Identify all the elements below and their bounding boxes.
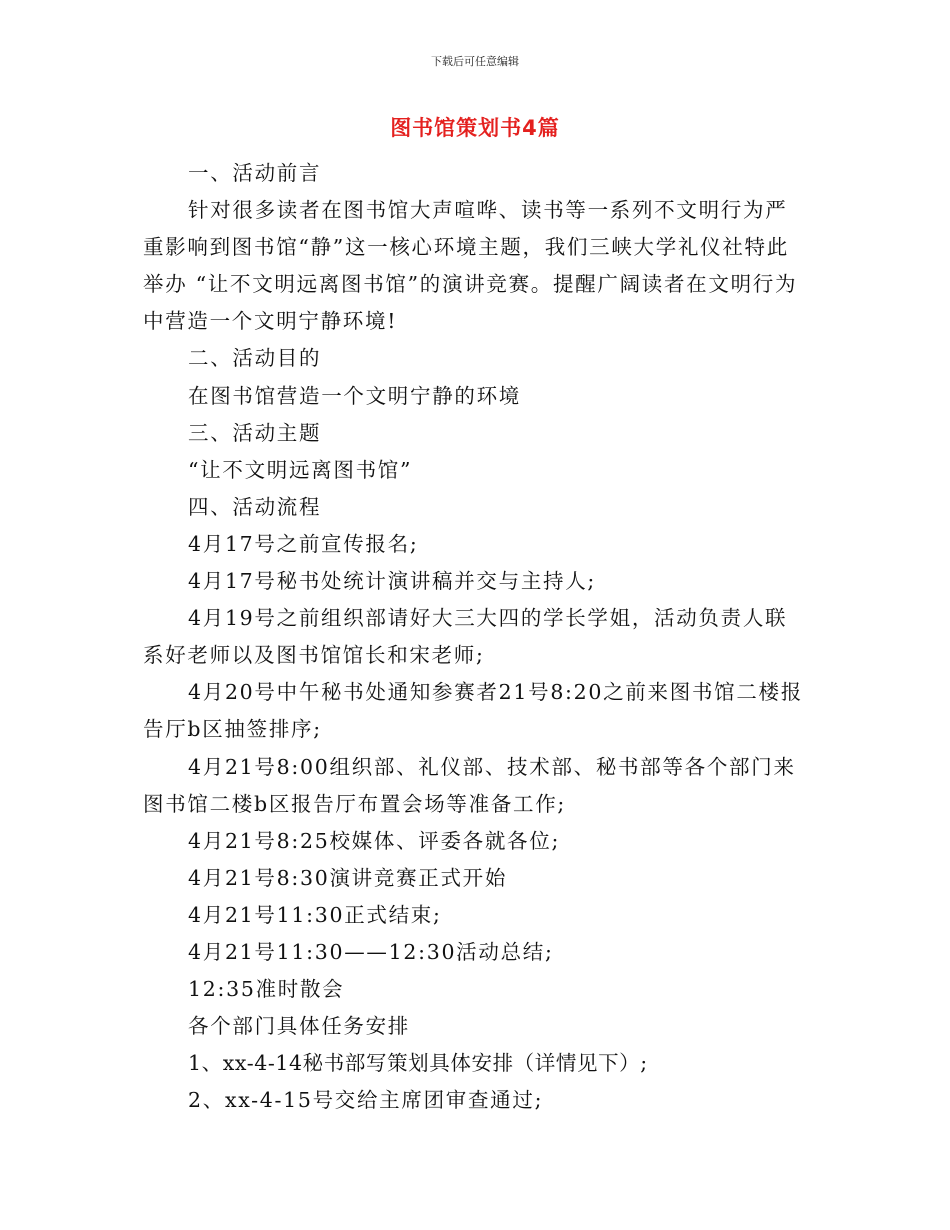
process-item: 12:35准时散会 <box>188 977 345 1002</box>
task-item: 1、xx-4-14秘书部写策划具体安排（详情见下）; <box>188 1051 648 1076</box>
theme-paragraph: “让不文明远离图书馆” <box>188 457 413 482</box>
section-heading-tasks: 各个部门具体任务安排 <box>188 1014 410 1039</box>
process-item: 4月17号秘书处统计演讲稿并交与主持人; <box>188 569 597 594</box>
process-item: 4月21号11:30正式结束; <box>188 902 442 927</box>
section-heading-process: 四、活动流程 <box>188 494 322 519</box>
process-item: 4月21号8:25校媒体、评委各就各位; <box>188 828 561 853</box>
process-item: 4月19号之前组织部请好大三大四的学长学姐，活动负责人联系好老师以及图书馆馆长和宋老师; <box>143 606 788 668</box>
process-item: 4月21号8:00组织部、礼仪部、技术部、秘书部等各个部门来图书馆二楼b区报告厅布置会场等准备工作; <box>143 754 796 816</box>
process-item: 4月20号中午秘书处通知参赛者21号8:20之前来图书馆二楼报告厅b区抽签排序; <box>143 680 803 742</box>
process-item: 4月17号之前宣传报名; <box>188 531 419 556</box>
task-item: 2、xx-4-15号交给主席团审查通过; <box>188 1088 544 1113</box>
document-title: 图书馆策划书4篇 <box>390 116 560 140</box>
preface-paragraph: 针对很多读者在图书馆大声喧哗、读书等一系列不文明行为严重影响到图书馆“静”这一核心环境主题，我们三峡大学礼仪社特此举办 “让不文明远离图书馆”的演讲竞赛。提醒广阔读者在文明行为中营造一个文明宁静环境! <box>143 198 798 334</box>
process-item: 4月21号8:30演讲竞赛正式开始 <box>188 865 508 890</box>
section-heading-purpose: 二、活动目的 <box>188 346 322 371</box>
header-note: 下载后可任意编辑 <box>431 55 519 68</box>
purpose-paragraph: 在图书馆营造一个文明宁静的环境 <box>188 383 521 408</box>
process-item: 4月21号11:30——12:30活动总结; <box>188 939 554 964</box>
section-heading-preface: 一、活动前言 <box>188 161 322 185</box>
section-heading-theme: 三、活动主题 <box>188 420 322 445</box>
document-body <box>143 155 808 1119</box>
